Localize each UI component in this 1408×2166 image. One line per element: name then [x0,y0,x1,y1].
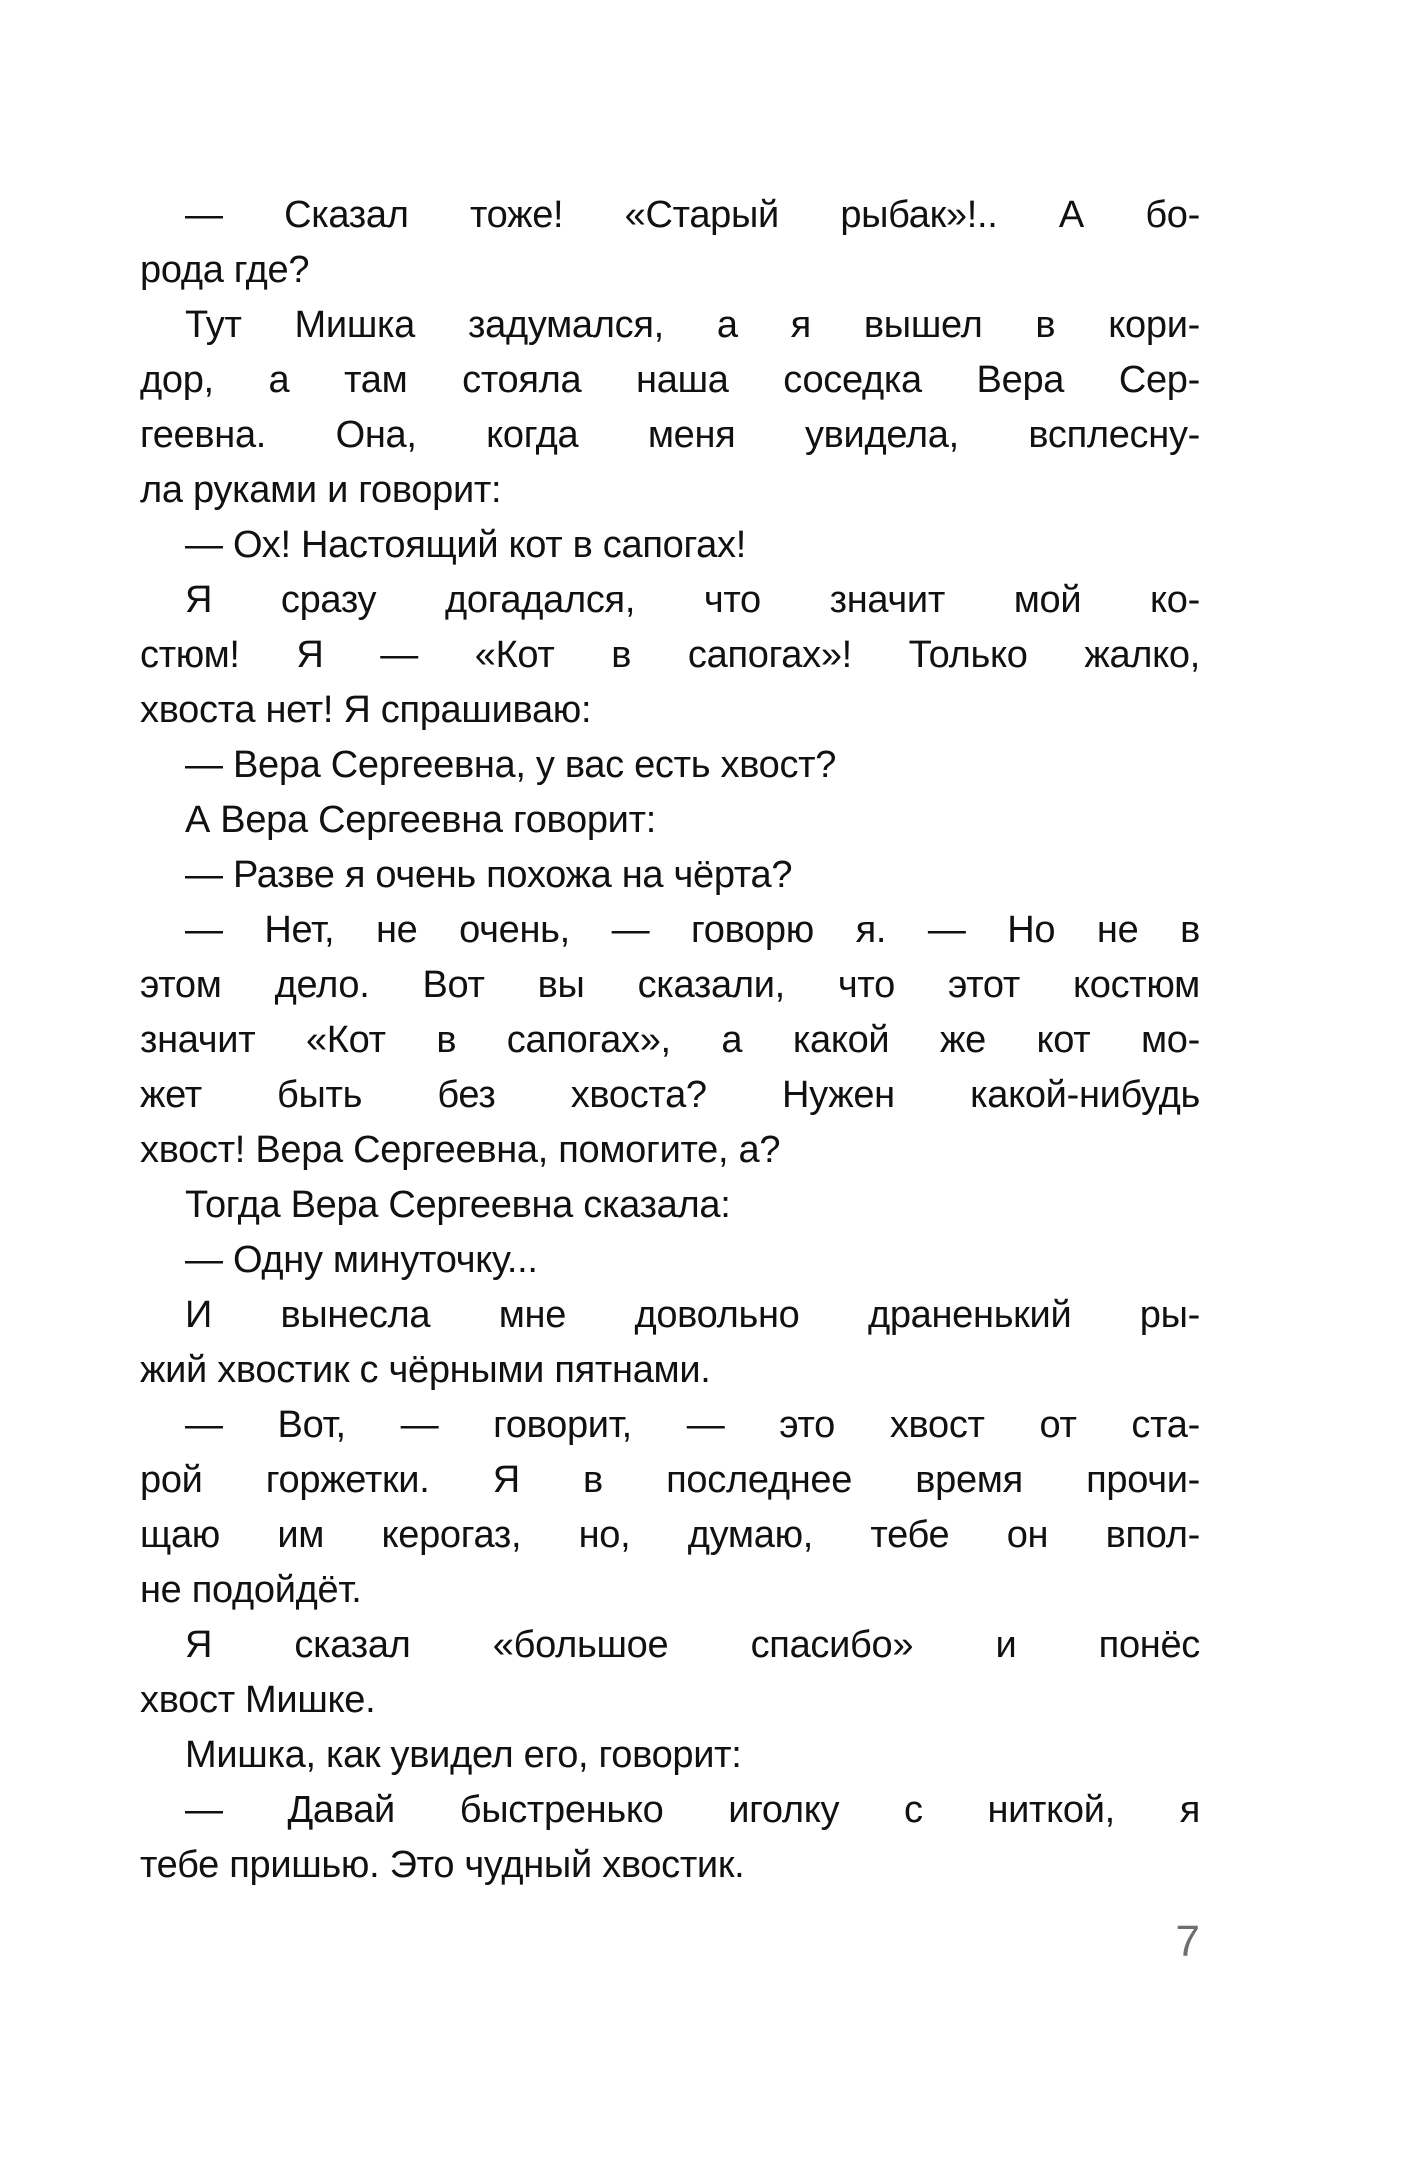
text-line: — Сказал тоже! «Старый рыбак»!.. А бо- [185,194,1200,236]
text-line: — Вера Сергеевна, у вас есть хвост? [185,744,837,786]
text-line: — Нет, не очень, — говорю я. — Но не в [185,909,1200,951]
text-line: — Разве я очень похожа на чёрта? [185,854,793,896]
text-line: Тут Мишка задумался, а я вышел в кори- [185,304,1200,346]
text-line: рой горжетки. Я в последнее время прочи- [140,1459,1200,1501]
text-line: дор, а там стояла наша соседка Вера Сер- [140,359,1200,401]
text-line: тебе пришью. Это чудный хвостик. [140,1844,745,1886]
text-line: — Ох! Настоящий кот в сапогах! [185,524,746,566]
text-line: стюм! Я — «Кот в сапогах»! Только жалко, [140,634,1200,676]
text-line: хвост Мишке. [140,1679,376,1721]
text-line: А Вера Сергеевна говорит: [185,799,656,841]
text-line: И вынесла мне довольно драненький ры- [185,1294,1200,1336]
text-line: хвоста нет! Я спрашиваю: [140,689,592,731]
text-line: ла руками и говорит: [140,469,502,511]
text-line: — Одну минуточку... [185,1239,538,1281]
text-line: Я сказал «большое спасибо» и понёс [185,1624,1200,1666]
text-line: хвост! Вера Сергеевна, помогите, а? [140,1129,781,1171]
text-line: — Вот, — говорит, — это хвост от ста- [185,1404,1200,1446]
text-line: не подойдёт. [140,1569,362,1611]
text-line: рода где? [140,249,310,291]
text-line: жий хвостик с чёрными пятнами. [140,1349,711,1391]
page-number: 7 [1175,1917,1200,1966]
text-line: щаю им керогаз, но, думаю, тебе он впол- [140,1514,1200,1556]
text-line: этом дело. Вот вы сказали, что этот костюм [140,964,1200,1006]
text-line: — Давай быстренько иголку с ниткой, я [185,1789,1200,1831]
text-line: геевна. Она, когда меня увидела, всплесну- [140,414,1200,456]
text-line: Тогда Вера Сергеевна сказала: [185,1184,731,1226]
story-text [140,188,1200,1893]
text-line: Я сразу догадался, что значит мой ко- [185,579,1200,621]
text-line: значит «Кот в сапогах», а какой же кот мо- [140,1019,1200,1061]
text-line: жет быть без хвоста? Нужен какой-нибудь [140,1074,1200,1116]
text-line: Мишка, как увидел его, говорит: [185,1734,742,1776]
